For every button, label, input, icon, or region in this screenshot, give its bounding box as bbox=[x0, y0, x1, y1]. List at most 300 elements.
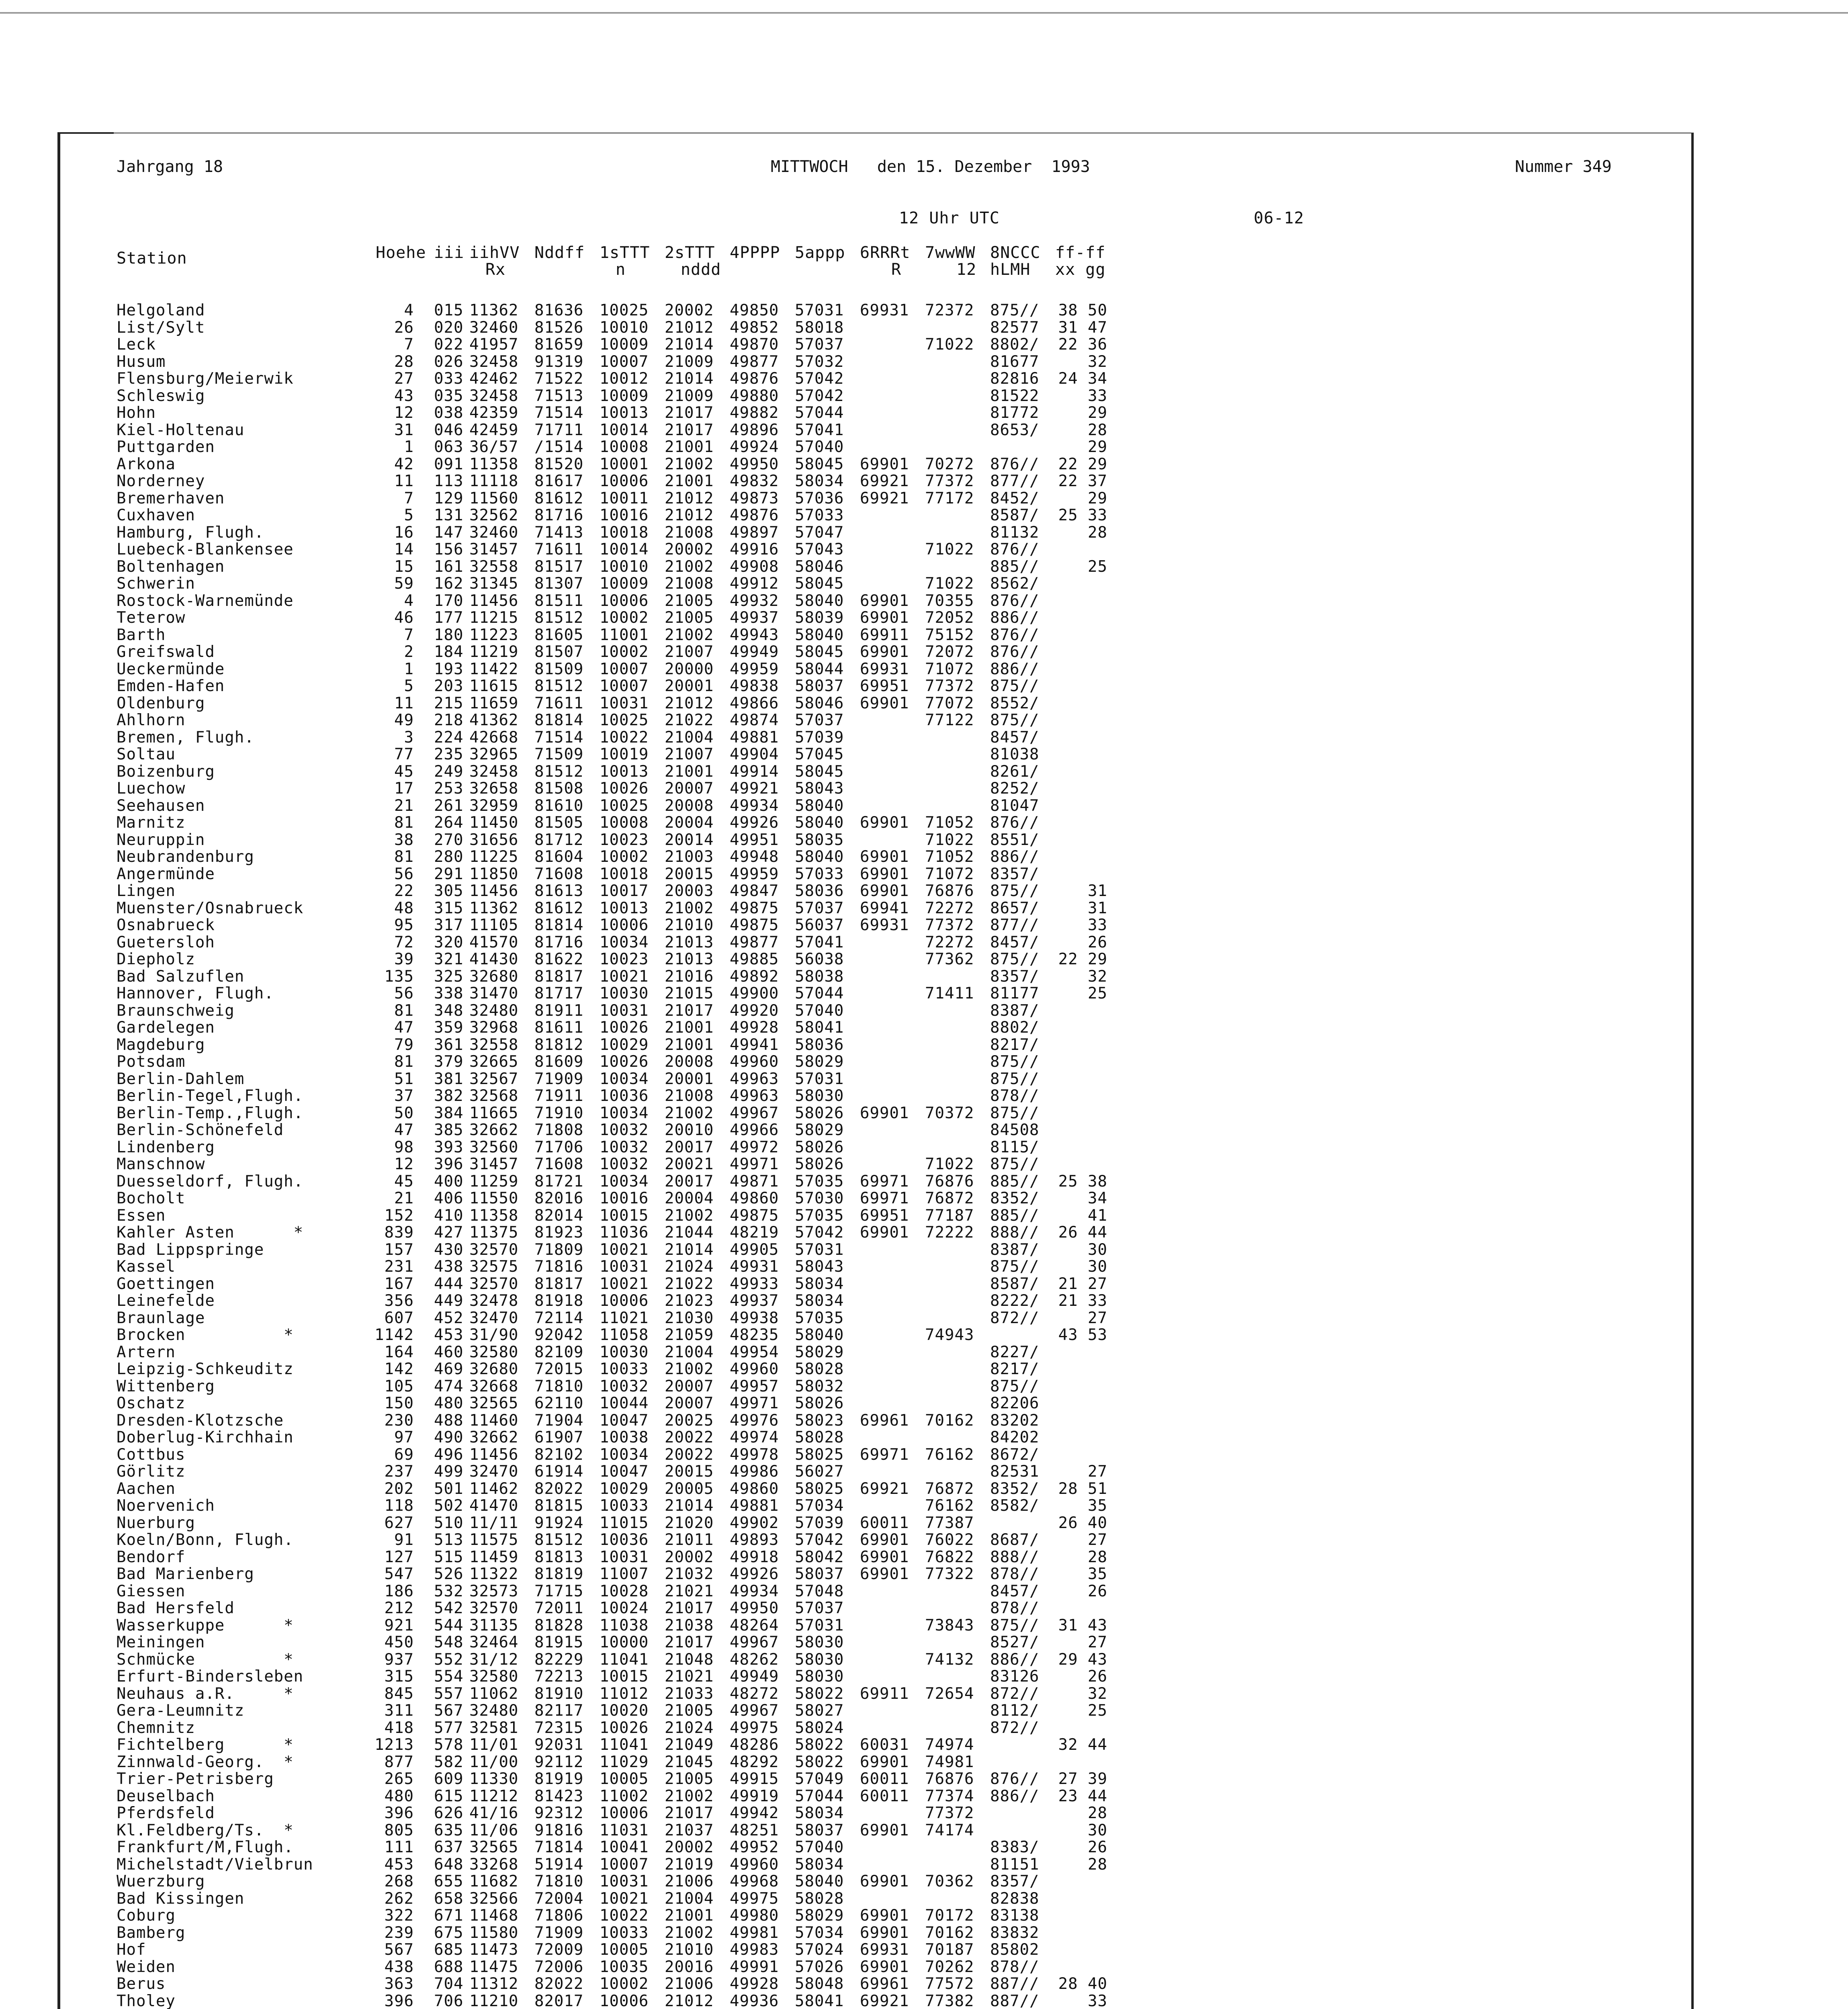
cell-iihvv: 32480 bbox=[469, 1001, 519, 1020]
cell-4pppp: 49850 bbox=[730, 301, 779, 319]
cell-station: Berlin-Dahlem bbox=[117, 1070, 245, 1088]
cell-2sttt: 21015 bbox=[665, 984, 714, 1002]
cell-iii: 224 bbox=[434, 728, 464, 747]
table-row bbox=[117, 404, 1643, 421]
cell-2sttt: 21007 bbox=[665, 643, 714, 661]
cell-station: Michelstadt/Vielbrun bbox=[117, 1855, 313, 1874]
cell-iihvv: 11/01 bbox=[469, 1736, 519, 1754]
cell-8nccc: 875// bbox=[990, 1070, 1040, 1088]
cell-station: Gardelegen bbox=[117, 1019, 215, 1037]
cell-8nccc: 878// bbox=[990, 1958, 1040, 1976]
cell-iihvv: 11219 bbox=[469, 643, 519, 661]
cell-iihvv: 32470 bbox=[469, 1309, 519, 1327]
issue-date: MITTWOCH den 15. Dezember 1993 bbox=[771, 158, 1090, 176]
cell-iihvv: 11460 bbox=[469, 1411, 519, 1430]
cell-hoehe: 22 bbox=[394, 882, 414, 900]
cell-hoehe: 17 bbox=[394, 779, 414, 798]
cell-8nccc: 872// bbox=[990, 1718, 1040, 1737]
cell-8nccc: 81522 bbox=[990, 387, 1040, 405]
cell-5appp: 58045 bbox=[795, 575, 844, 593]
cell-5appp: 58036 bbox=[795, 882, 844, 900]
cell-1sttt: 10031 bbox=[600, 1548, 649, 1566]
cell-1sttt: 10008 bbox=[600, 438, 649, 456]
cell-iihvv: 31345 bbox=[469, 575, 519, 593]
cell-8nccc: 81677 bbox=[990, 352, 1040, 371]
cell-hoehe: 12 bbox=[394, 404, 414, 422]
cell-hoehe: 839 bbox=[384, 1223, 414, 1242]
cell-iihvv: 31656 bbox=[469, 831, 519, 849]
col-nddd: nddd bbox=[681, 260, 721, 279]
cell-4pppp: 49948 bbox=[730, 848, 779, 866]
cell-hoehe: 157 bbox=[384, 1240, 414, 1259]
cell-8nccc: 8261/ bbox=[990, 762, 1040, 781]
cell-iihvv: 32478 bbox=[469, 1292, 519, 1310]
cell-5appp: 58045 bbox=[795, 455, 844, 473]
cell-hoehe: 135 bbox=[384, 967, 414, 986]
cell-1sttt: 10007 bbox=[600, 660, 649, 678]
cell-4pppp: 49942 bbox=[730, 1804, 779, 1822]
cell-5appp: 57041 bbox=[795, 933, 844, 951]
cell-iihvv: 41570 bbox=[469, 933, 519, 951]
cell-7wwww: 71022 bbox=[925, 575, 974, 593]
cell-station: Seehausen bbox=[117, 796, 205, 815]
cell-iihvv: 32968 bbox=[469, 1019, 519, 1037]
cell-station: Aachen bbox=[117, 1479, 176, 1498]
cell-iihvv: 11362 bbox=[469, 301, 519, 319]
cell-iii: 253 bbox=[434, 779, 464, 798]
cell-5appp: 58032 bbox=[795, 1377, 844, 1395]
cell-hoehe: 396 bbox=[384, 1804, 414, 1822]
cell-iii: 235 bbox=[434, 745, 464, 763]
cell-5appp: 58028 bbox=[795, 1889, 844, 1908]
cell-station: Leipzig-Schkeuditz bbox=[117, 1360, 294, 1378]
table-row bbox=[117, 1412, 1643, 1429]
cell-5appp: 58040 bbox=[795, 626, 844, 644]
cell-hoehe: 3 bbox=[404, 728, 414, 747]
table-row bbox=[117, 1275, 1643, 1292]
cell-iihvv: 11358 bbox=[469, 455, 519, 473]
cell-5appp: 58046 bbox=[795, 557, 844, 576]
cell-6rrrt: 69931 bbox=[860, 1941, 909, 1959]
cell-hoehe: 118 bbox=[384, 1497, 414, 1515]
cell-5appp: 57037 bbox=[795, 711, 844, 729]
cell-station: Bad Hersfeld bbox=[117, 1599, 235, 1617]
cell-7wwww: 71072 bbox=[925, 865, 974, 883]
cell-station: Bocholt bbox=[117, 1189, 186, 1207]
cell-4pppp: 49892 bbox=[730, 967, 779, 986]
cell-4pppp: 49870 bbox=[730, 336, 779, 354]
cell-4pppp: 49832 bbox=[730, 472, 779, 490]
cell-4pppp: 49959 bbox=[730, 660, 779, 678]
cell-nddff: 61907 bbox=[534, 1428, 584, 1446]
cell-iihvv: 32562 bbox=[469, 506, 519, 524]
cell-nddff: 72315 bbox=[534, 1718, 584, 1737]
cell-iihvv: 11560 bbox=[469, 489, 519, 507]
cell-hoehe: 607 bbox=[384, 1309, 414, 1327]
table-row bbox=[117, 1360, 1643, 1377]
cell-6rrrt: 69921 bbox=[860, 489, 909, 507]
cell-station: Frankfurt/M,Flugh. bbox=[117, 1838, 294, 1856]
cell-nddff: 91924 bbox=[534, 1514, 584, 1532]
cell-station: Nuerburg bbox=[117, 1514, 195, 1532]
cell-5appp: 57034 bbox=[795, 1497, 844, 1515]
cell-station: Wittenberg bbox=[117, 1377, 215, 1395]
cell-ff-ff: 32 bbox=[1088, 967, 1107, 986]
cell-8nccc: 8387/ bbox=[990, 1240, 1040, 1259]
cell-4pppp: 49904 bbox=[730, 745, 779, 763]
cell-7wwww: 72654 bbox=[925, 1684, 974, 1703]
cell-8nccc: 8222/ bbox=[990, 1292, 1040, 1310]
cell-nddff: 81610 bbox=[534, 796, 584, 815]
cell-nddff: 71911 bbox=[534, 1087, 584, 1105]
cell-hoehe: 21 bbox=[394, 796, 414, 815]
cell-hoehe: 7 bbox=[404, 626, 414, 644]
cell-2sttt: 20017 bbox=[665, 1138, 714, 1156]
table-row bbox=[117, 1241, 1643, 1258]
cell-8nccc: 872// bbox=[990, 1309, 1040, 1327]
cell-nddff: 81509 bbox=[534, 660, 584, 678]
cell-iii: 513 bbox=[434, 1531, 464, 1549]
cell-2sttt: 20001 bbox=[665, 1070, 714, 1088]
cell-iihvv: 41362 bbox=[469, 711, 519, 729]
cell-2sttt: 21017 bbox=[665, 1599, 714, 1617]
cell-8nccc: 875// bbox=[990, 711, 1040, 729]
cell-4pppp: 49873 bbox=[730, 489, 779, 507]
cell-2sttt: 20005 bbox=[665, 1479, 714, 1498]
table-row bbox=[117, 1958, 1643, 1975]
cell-ff-ff: 43 53 bbox=[1058, 1326, 1107, 1344]
cell-6rrrt: 69961 bbox=[860, 1411, 909, 1430]
cell-hoehe: 239 bbox=[384, 1923, 414, 1942]
cell-7wwww: 75152 bbox=[925, 626, 974, 644]
cell-iii: 526 bbox=[434, 1565, 464, 1583]
cell-5appp: 57033 bbox=[795, 865, 844, 883]
cell-iihvv: 11473 bbox=[469, 1941, 519, 1959]
table-row bbox=[117, 1924, 1643, 1941]
cell-nddff: 81609 bbox=[534, 1053, 584, 1071]
cell-2sttt: 20022 bbox=[665, 1428, 714, 1446]
cell-iii: 033 bbox=[434, 370, 464, 388]
cell-4pppp: 48262 bbox=[730, 1650, 779, 1669]
cell-hoehe: 91 bbox=[394, 1531, 414, 1549]
cell-5appp: 58040 bbox=[795, 1872, 844, 1890]
cell-1sttt: 10034 bbox=[600, 1445, 649, 1464]
cell-7wwww: 70262 bbox=[925, 1958, 974, 1976]
cell-2sttt: 21002 bbox=[665, 455, 714, 473]
cell-nddff: 81915 bbox=[534, 1633, 584, 1651]
table-row bbox=[117, 779, 1643, 797]
cell-ff-ff: 25 33 bbox=[1058, 506, 1107, 524]
cell-5appp: 58029 bbox=[795, 1053, 844, 1071]
cell-5appp: 58042 bbox=[795, 1548, 844, 1566]
cell-8nccc: 875// bbox=[990, 1053, 1040, 1071]
table-row bbox=[117, 319, 1643, 336]
cell-8nccc: 875// bbox=[990, 882, 1040, 900]
cell-7wwww: 72272 bbox=[925, 933, 974, 951]
cell-5appp: 57042 bbox=[795, 1531, 844, 1549]
cell-station: Zinnwald-Georg. * bbox=[117, 1753, 294, 1771]
cell-4pppp: 49937 bbox=[730, 609, 779, 627]
cell-4pppp: 49954 bbox=[730, 1343, 779, 1361]
cell-iii: 382 bbox=[434, 1087, 464, 1105]
cell-1sttt: 10009 bbox=[600, 387, 649, 405]
cell-hoehe: 81 bbox=[394, 1053, 414, 1071]
cell-5appp: 57035 bbox=[795, 1206, 844, 1225]
cell-6rrrt: 69921 bbox=[860, 1479, 909, 1498]
cell-8nccc: 8452/ bbox=[990, 489, 1040, 507]
cell-2sttt: 21002 bbox=[665, 626, 714, 644]
cell-6rrrt: 69951 bbox=[860, 677, 909, 695]
cell-nddff: 81636 bbox=[534, 301, 584, 319]
cell-iii: 379 bbox=[434, 1053, 464, 1071]
cell-iii: 706 bbox=[434, 1992, 464, 2009]
cell-2sttt: 21030 bbox=[665, 1309, 714, 1327]
cell-station: Marnitz bbox=[117, 814, 186, 832]
cell-5appp: 57044 bbox=[795, 1787, 844, 1805]
cell-iihvv: 36/57 bbox=[469, 438, 519, 456]
cell-7wwww: 76876 bbox=[925, 882, 974, 900]
cell-8nccc: 8653/ bbox=[990, 421, 1040, 439]
cell-1sttt: 10006 bbox=[600, 1804, 649, 1822]
cell-1sttt: 11007 bbox=[600, 1565, 649, 1583]
cell-iii: 557 bbox=[434, 1684, 464, 1703]
cell-iii: 552 bbox=[434, 1650, 464, 1669]
cell-5appp: 58043 bbox=[795, 1258, 844, 1276]
cell-1sttt: 10041 bbox=[600, 1838, 649, 1856]
table-row bbox=[117, 609, 1643, 626]
cell-4pppp: 49949 bbox=[730, 643, 779, 661]
cell-hoehe: 111 bbox=[384, 1838, 414, 1856]
cell-5appp: 58034 bbox=[795, 1292, 844, 1310]
observation-time: 12 Uhr UTC bbox=[899, 209, 1000, 227]
cell-ff-ff: 34 bbox=[1088, 1189, 1107, 1207]
cell-5appp: 57040 bbox=[795, 1838, 844, 1856]
table-row bbox=[117, 1770, 1643, 1787]
cell-iihvv: 11/06 bbox=[469, 1821, 519, 1839]
cell-iihvv: 11682 bbox=[469, 1872, 519, 1890]
cell-1sttt: 10007 bbox=[600, 352, 649, 371]
cell-7wwww: 71022 bbox=[925, 540, 974, 559]
cell-7wwww: 77374 bbox=[925, 1787, 974, 1805]
cell-iihvv: 11362 bbox=[469, 899, 519, 917]
cell-ff-ff: 38 50 bbox=[1058, 301, 1107, 319]
cell-2sttt: 21002 bbox=[665, 1206, 714, 1225]
cell-nddff: 71706 bbox=[534, 1138, 584, 1156]
cell-2sttt: 21017 bbox=[665, 421, 714, 439]
cell-station: Giessen bbox=[117, 1582, 186, 1600]
table-row bbox=[117, 438, 1643, 455]
cell-8nccc: 8457/ bbox=[990, 933, 1040, 951]
cell-station: Berlin-Tegel,Flugh. bbox=[117, 1087, 304, 1105]
cell-4pppp: 49860 bbox=[730, 1189, 779, 1207]
cell-iihvv: 11223 bbox=[469, 626, 519, 644]
cell-iii: 022 bbox=[434, 336, 464, 354]
cell-4pppp: 49971 bbox=[730, 1394, 779, 1412]
cell-5appp: 57024 bbox=[795, 1941, 844, 1959]
cell-nddff: 82016 bbox=[534, 1189, 584, 1207]
cell-station: Guetersloh bbox=[117, 933, 215, 951]
table-row bbox=[117, 472, 1643, 489]
cell-1sttt: 10033 bbox=[600, 1360, 649, 1378]
cell-4pppp: 49934 bbox=[730, 1582, 779, 1600]
cell-6rrrt: 69901 bbox=[860, 1923, 909, 1942]
cell-hoehe: 186 bbox=[384, 1582, 414, 1600]
cell-2sttt: 20000 bbox=[665, 660, 714, 678]
cell-station: Kassel bbox=[117, 1258, 176, 1276]
cell-iii: 626 bbox=[434, 1804, 464, 1822]
cell-2sttt: 21033 bbox=[665, 1684, 714, 1703]
cell-station: Artern bbox=[117, 1343, 176, 1361]
cell-hoehe: 12 bbox=[394, 1155, 414, 1173]
cell-hoehe: 11 bbox=[394, 472, 414, 490]
cell-7wwww: 72372 bbox=[925, 301, 974, 319]
cell-station: Ueckermünde bbox=[117, 660, 225, 678]
cell-2sttt: 20007 bbox=[665, 1394, 714, 1412]
cell-station: Berlin-Schönefeld bbox=[117, 1121, 284, 1139]
cell-hoehe: 1142 bbox=[375, 1326, 414, 1344]
table-row bbox=[117, 968, 1643, 985]
cell-iii: 515 bbox=[434, 1548, 464, 1566]
cell-1sttt: 10013 bbox=[600, 899, 649, 917]
cell-ff-ff: 26 40 bbox=[1058, 1514, 1107, 1532]
cell-4pppp: 49980 bbox=[730, 1907, 779, 1925]
cell-iihvv: 11259 bbox=[469, 1172, 519, 1191]
cell-nddff: 81812 bbox=[534, 1035, 584, 1054]
cell-8nccc: 878// bbox=[990, 1087, 1040, 1105]
cell-nddff: 81520 bbox=[534, 455, 584, 473]
cell-nddff: 81717 bbox=[534, 984, 584, 1002]
cell-ff-ff: 27 39 bbox=[1058, 1770, 1107, 1788]
cell-station: Gera-Leumnitz bbox=[117, 1702, 245, 1720]
cell-iihvv: 11330 bbox=[469, 1770, 519, 1788]
table-row bbox=[117, 763, 1643, 780]
cell-5appp: 57045 bbox=[795, 745, 844, 763]
observation-period: 06-12 bbox=[1254, 209, 1304, 227]
cell-8nccc: 875// bbox=[990, 1155, 1040, 1173]
cell-iii: 542 bbox=[434, 1599, 464, 1617]
cell-5appp: 58036 bbox=[795, 1035, 844, 1054]
cell-8nccc: 875// bbox=[990, 1258, 1040, 1276]
cell-6rrrt: 69901 bbox=[860, 882, 909, 900]
cell-4pppp: 49876 bbox=[730, 370, 779, 388]
cell-7wwww: 77372 bbox=[925, 916, 974, 934]
cell-8nccc: 81151 bbox=[990, 1855, 1040, 1874]
cell-iihvv: 11422 bbox=[469, 660, 519, 678]
cell-station: Fichtelberg * bbox=[117, 1736, 294, 1754]
cell-1sttt: 11029 bbox=[600, 1753, 649, 1771]
col-n: n bbox=[616, 260, 626, 279]
cell-7wwww: 70355 bbox=[925, 591, 974, 610]
cell-8nccc: 8562/ bbox=[990, 575, 1040, 593]
cell-4pppp: 49932 bbox=[730, 591, 779, 610]
cell-station: Deuselbach bbox=[117, 1787, 215, 1805]
table-row bbox=[117, 387, 1643, 404]
cell-2sttt: 21005 bbox=[665, 1702, 714, 1720]
cell-iii: 544 bbox=[434, 1616, 464, 1635]
cell-hoehe: 46 bbox=[394, 609, 414, 627]
cell-6rrrt: 69901 bbox=[860, 1531, 909, 1549]
table-row bbox=[117, 1838, 1643, 1856]
cell-ff-ff: 26 44 bbox=[1058, 1223, 1107, 1242]
cell-2sttt: 20007 bbox=[665, 779, 714, 798]
cell-station: Husum bbox=[117, 352, 166, 371]
cell-iii: 532 bbox=[434, 1582, 464, 1600]
cell-nddff: 81617 bbox=[534, 472, 584, 490]
table-row bbox=[117, 1565, 1643, 1582]
col-xx-gg: xx gg bbox=[1055, 260, 1106, 279]
cell-hoehe: 77 bbox=[394, 745, 414, 763]
cell-ff-ff: 27 bbox=[1088, 1531, 1107, 1549]
cell-hoehe: 79 bbox=[394, 1035, 414, 1054]
cell-7wwww: 77187 bbox=[925, 1206, 974, 1225]
cell-station: Lindenberg bbox=[117, 1138, 215, 1156]
cell-station: Leinefelde bbox=[117, 1292, 215, 1310]
cell-hoehe: 396 bbox=[384, 1992, 414, 2009]
cell-hoehe: 845 bbox=[384, 1684, 414, 1703]
cell-1sttt: 10019 bbox=[600, 745, 649, 763]
cell-ff-ff: 26 bbox=[1088, 1838, 1107, 1856]
cell-iihvv: 32959 bbox=[469, 796, 519, 815]
cell-1sttt: 10009 bbox=[600, 336, 649, 354]
table-row bbox=[117, 1446, 1643, 1463]
cell-station: List/Sylt bbox=[117, 318, 205, 337]
cell-station: Rostock-Warnemünde bbox=[117, 591, 294, 610]
cell-2sttt: 21024 bbox=[665, 1718, 714, 1737]
cell-station: Braunlage bbox=[117, 1309, 205, 1327]
cell-nddff: 71611 bbox=[534, 540, 584, 559]
table-row bbox=[117, 950, 1643, 968]
cell-nddff: 61914 bbox=[534, 1463, 584, 1481]
cell-6rrrt: 69951 bbox=[860, 1206, 909, 1225]
cell-4pppp: 49938 bbox=[730, 1309, 779, 1327]
cell-iii: 438 bbox=[434, 1258, 464, 1276]
cell-2sttt: 21049 bbox=[665, 1736, 714, 1754]
cell-iihvv: 32568 bbox=[469, 1087, 519, 1105]
cell-7wwww: 77387 bbox=[925, 1514, 974, 1532]
table-row bbox=[117, 865, 1643, 882]
cell-ff-ff: 29 bbox=[1088, 404, 1107, 422]
cell-5appp: 58030 bbox=[795, 1087, 844, 1105]
cell-2sttt: 21016 bbox=[665, 967, 714, 986]
cell-8nccc: 81177 bbox=[990, 984, 1040, 1002]
cell-hoehe: 1 bbox=[404, 660, 414, 678]
cell-station: Teterow bbox=[117, 609, 186, 627]
cell-4pppp: 49971 bbox=[730, 1155, 779, 1173]
cell-5appp: 57041 bbox=[795, 421, 844, 439]
cell-5appp: 57040 bbox=[795, 1001, 844, 1020]
cell-nddff: 81512 bbox=[534, 762, 584, 781]
cell-iihvv: 11550 bbox=[469, 1189, 519, 1207]
col-rx: Rx bbox=[485, 260, 506, 279]
cell-ff-ff: 32 bbox=[1088, 1684, 1107, 1703]
cell-6rrrt: 69901 bbox=[860, 814, 909, 832]
cell-hoehe: 7 bbox=[404, 489, 414, 507]
cell-1sttt: 10022 bbox=[600, 728, 649, 747]
cell-1sttt: 10025 bbox=[600, 301, 649, 319]
cell-6rrrt: 69931 bbox=[860, 916, 909, 934]
cell-5appp: 56038 bbox=[795, 950, 844, 968]
table-row bbox=[117, 694, 1643, 712]
cell-hoehe: 45 bbox=[394, 762, 414, 781]
cell-1sttt: 11041 bbox=[600, 1736, 649, 1754]
cell-5appp: 58034 bbox=[795, 1804, 844, 1822]
cell-iihvv: 41430 bbox=[469, 950, 519, 968]
cell-nddff: 81526 bbox=[534, 318, 584, 337]
table-row bbox=[117, 524, 1643, 541]
cell-iii: 427 bbox=[434, 1223, 464, 1242]
cell-hoehe: 45 bbox=[394, 1172, 414, 1191]
cell-7wwww: 77172 bbox=[925, 489, 974, 507]
